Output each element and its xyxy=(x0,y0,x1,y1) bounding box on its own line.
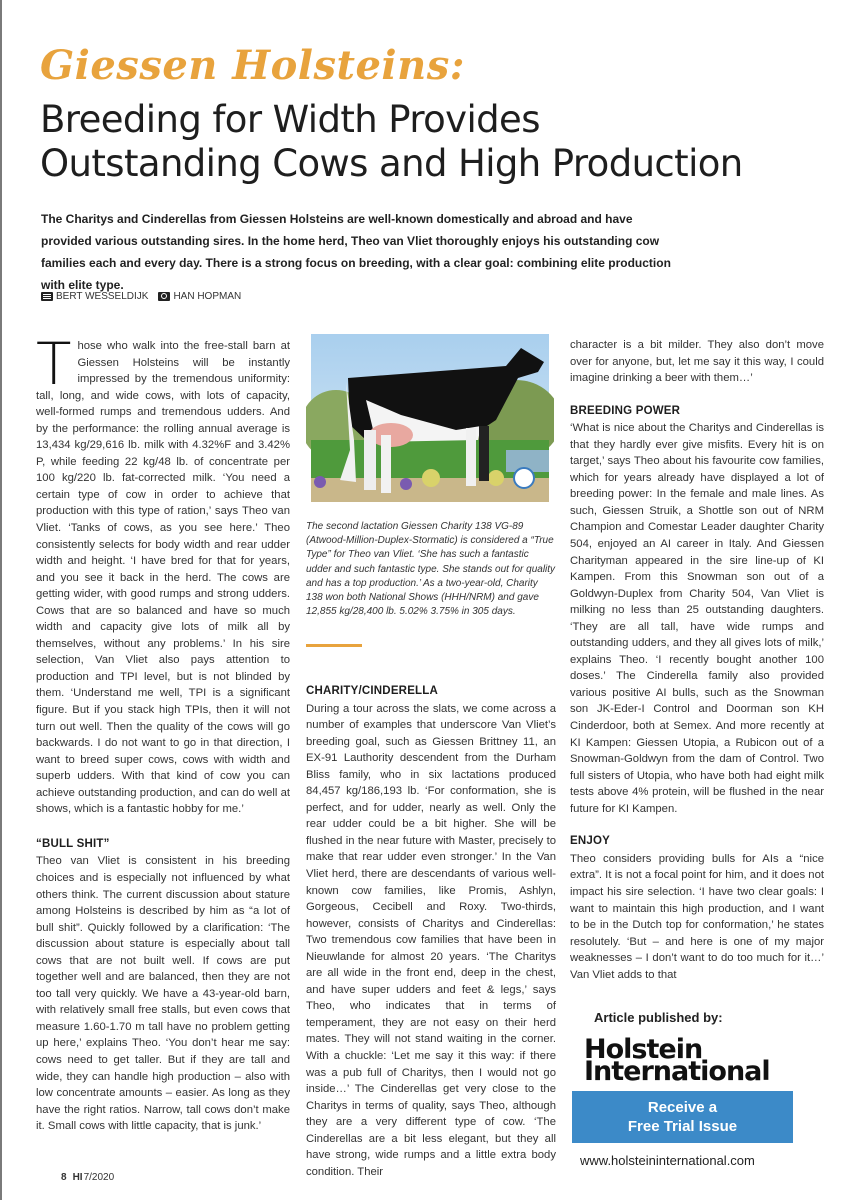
cow-illustration xyxy=(306,330,554,506)
section-body: During a tour across the slats, we come across a number of examples that underscore Van Vliet’s breeding goal, such as Giessen Brittney 11, an EX-91 Lauthority descendent from the Durham Bliss family, who in six lactations produced 84,457 kg/186,193 lb. ‘For conformation, she is perfect, and for udder, nearly as well. Only the rear udder could be a bit higher. She will be flushed in the near future with Master, precisely to make that rear udder even stronger.’ In the Van Vliet herd, there are descendants of various well-known cow families, like Promis, Ashlyn, Gorgeous, Cecibell and Roxy. Two-thirds, however, consists of Charitys and Cinderellas: Two tremendous cow families that have been in Nieuwlande for almost 20 years. ‘The Charitys are all wide in the front end, deep in the chest, and have super udders and feet & legs,’ says Theo, who indicates that in terms of temperament, they are not easy on their herd mates. They will not stand waiting in the corner. With a chuckle: ‘Let me say it this way: if there was a pub full of Charitys, then I would not go inside…’ The Cinderellas get very close to the Charitys in terms of quality, says Theo, although they are a very different type of cow. ‘The Cinderellas are a bit less elegant, but they all have strong, wide rumps and a little extra body condition. Their xyxy=(306,702,556,1178)
section-heading: ENJOY xyxy=(570,835,610,848)
headline-kicker: Giessen Holsteins: xyxy=(40,42,465,89)
intro-text: hose who walk into the free-stall barn at Giessen Holsteins will be instantly impressed by the tremendous uniformity: tall, long, and wide cows, with lots of capacity, well-formed rumps and tremendous udders. And by the performance: the rolling annual average is 13,434 kg/29,616 lb. milk with 4.32%F and 3.42% P, while feeding 22 kg/48 lb. of concentrate per 100 kg/220 lb. fat-corrected milk. ‘You need a certain type of cow in order to achieve that production with this type of ration,’ says Theo van Vliet. ‘Tanks of cows, as you see here.’ Theo consistently selects for body width and rear udder width and height. ‘I have bred for that for years, and you see it back in the herd. The cows are getting wider, with good rumps and strong udders. Cows that are so balanced and have so much width and capacity give lots of milk all by themselves, without any problems.’ In his sire selection, Van Vliet also pays attention to production and TPI level, but is not blinded by them. ‘Understand me well, TPI is a significant figure. But if you stack high TPIs, then it will not turn out well. Then the quality of the cows will go backwards. I do not want to go in that direction, I want to breed super cows, cows with width and superb udders. With that kind of cow you can achieve outstanding production, and can do well at shows, which is a fantastic hobby for me.’ xyxy=(36,340,290,816)
publisher-promo xyxy=(570,1010,810,1168)
writer-name: BERT WESSELDIJK xyxy=(56,291,149,302)
cta-line: Free Trial Issue xyxy=(627,1118,738,1135)
section-heading: BREEDING POWER xyxy=(570,404,681,417)
magazine-abbrev: HI xyxy=(72,1172,83,1183)
article-column-1 xyxy=(36,330,290,1135)
camera-icon xyxy=(158,292,170,301)
page-number: 8 xyxy=(61,1172,67,1183)
website-link[interactable]: www.holsteininternational.com xyxy=(580,1153,755,1168)
lead-paragraph: The Charitys and Cinderellas from Giessen Holsteins are well-known domestically and abroad and have provided various outstanding sires. In the home herd, Theo van Vliet thoroughly enjoys his outstanding cow families each and every day. There is a strong focus on breeding, with a clear goal: combining elite production with elite type. xyxy=(41,212,671,292)
published-by-label: Article published by: xyxy=(594,1010,723,1025)
logo-line: Holstein xyxy=(584,1034,703,1065)
page-folio xyxy=(61,1172,114,1183)
caption-divider xyxy=(306,644,362,647)
holstein-international-logo xyxy=(584,1034,810,1087)
free-trial-button[interactable] xyxy=(572,1091,793,1143)
cta-line: Receive a xyxy=(647,1099,718,1116)
logo-line: International xyxy=(584,1056,770,1087)
keyboard-icon xyxy=(41,292,53,301)
photo-caption: The second lactation Giessen Charity 138 VG-89 (Atwood-Million-Duplex-Stormatic) is considered a “True Type” for Theo van Vliet. ‘She has such a fantastic udder and such fantastic type. She stands out for quality and has a top production.’ As a two-year-old, Charity 138 won both National Shows (HHH/NRM) and gave 12,855 kg/28,400 lb. 5.02% 3.75% in 305 days. xyxy=(306,521,556,618)
intro-paragraph xyxy=(36,330,290,818)
cow-photo xyxy=(306,330,554,506)
article-column-2 xyxy=(306,683,556,1180)
section-body: Theo considers providing bulls for AIs a “nice extra”. It is not a focal point for him, and it does not impact his sire selection. ‘I have two clear goals: I want to maintain this high production, and I want to be in the Dutch top for conformation,’ he states resolutely. ‘But – and here is one of my major weaknesses – I don’t want to do too much for it…’ Van Vliet adds to that xyxy=(570,852,824,981)
photographer-name: HAN HOPMAN xyxy=(173,291,242,302)
headline xyxy=(40,98,840,186)
headline-line: Breeding for Width Provides xyxy=(40,98,540,141)
section-body: Theo van Vliet is consistent in his breeding choices and is especially not influenced by what others think. The current discussion about stature among Holsteins is described by him as “a lot of bull shit”. Quickly followed by a clarification: ‘The discussion about stature is especially about tall cows that are not built well. If cows are put together well and are balanced, then they are not too tall very quickly. We have a 43-year-old barn, with relatively small free stalls, but even cows that measure 1.60-1.70 m tall have no problem getting up here,’ explains Theo. ‘You don’t hear me say: cows need to get taller. But if they are tall and wide, they can handle high production – also with low concentrate amounts – easier. As long as they have the right ratios. Narrow, tall cows don’t make it. Small cows with little capacity, that is junk.’ xyxy=(36,855,290,1133)
section-heading: CHARITY/CINDERELLA xyxy=(306,685,439,697)
drop-cap: T xyxy=(36,330,72,398)
section-continuation: character is a bit milder. They also don’t move over for anyone, but, let me say it this way, I could imagine drinking a beer with them…’ xyxy=(570,339,824,385)
issue-number: 7/2020 xyxy=(83,1172,115,1183)
section-heading: “BULL SHIT” xyxy=(36,837,110,850)
headline-line: Outstanding Cows and High Production xyxy=(40,142,743,185)
byline xyxy=(41,291,241,302)
article-column-3 xyxy=(570,337,824,983)
section-body: ‘What is nice about the Charitys and Cinderellas is that they hardly ever give misfits. Every hit is on target,’ says Theo about his favourite cow families, which for years already have displayed a lot of breeding power: In the female and male lines. As such, Giessen Struik, a Shottle son out of NRM Champion and Comestar Leader daughter Charity 504, enjoyed an AI career in Italy. And Giessen Charityman appeared in the sire line-up of KI Kampen. From this Snowman son out of a Goldwyn-Duplex from Charity 504, Van Vliet is milking no less than 25 outstanding daughters. ‘They are all tall, have wide rumps and outstanding udders, and they all gives lots of milk,’ explains Theo. ‘I recently bought another 100 doses.’ The Cinderella family also provided various positive AI bulls, such as the Snowman son JK-Eder-I Control and Doorman son KH Cinderdoor, both at Semex. And more recently at KI Kampen: Giessen Utopia, a Rubicon out of a Snowman-Goldwyn from the dam of Control. Two full sisters of Utopia, who have both had eight milk tests above 4% protein, will be flushed in the near future for KI Kampen. xyxy=(570,422,824,815)
page-edge-rule xyxy=(0,0,2,1200)
